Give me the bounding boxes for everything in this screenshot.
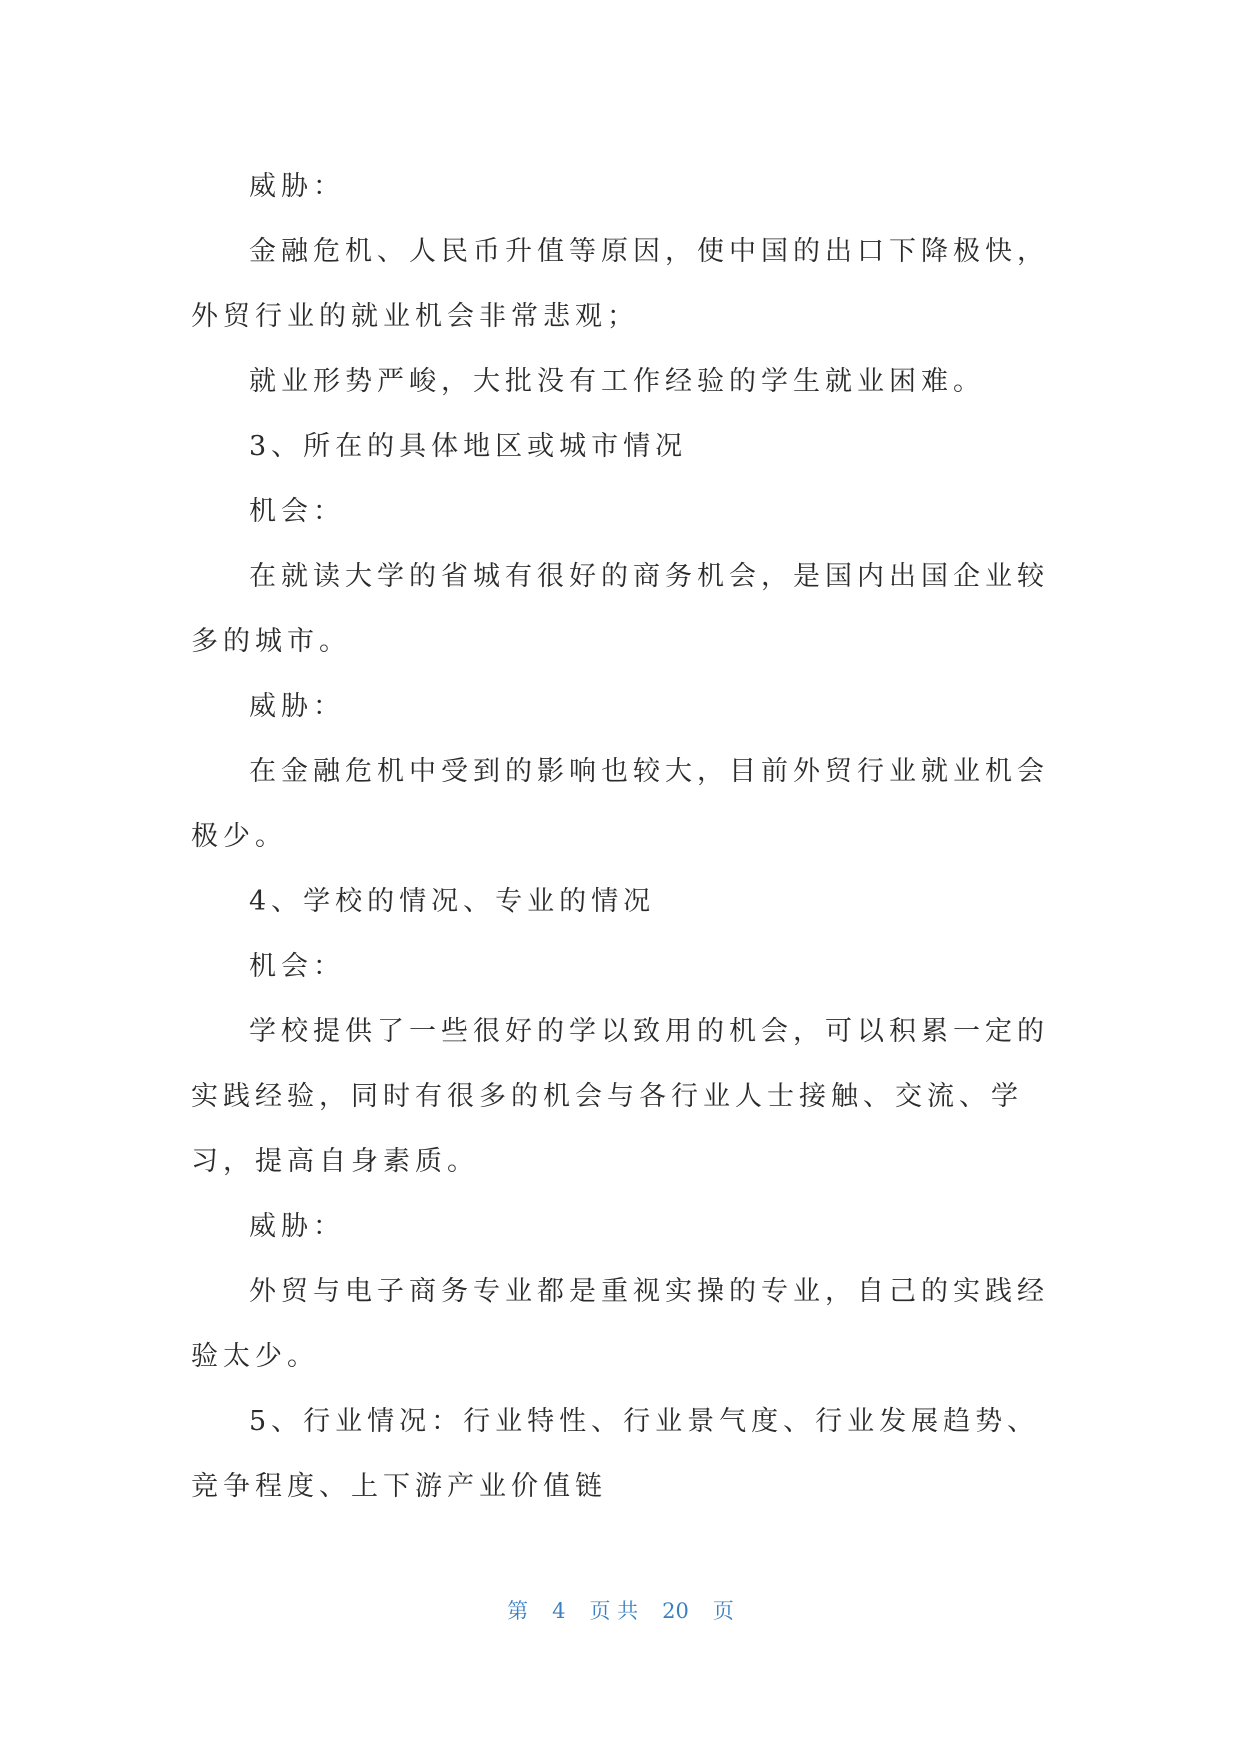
- section-heading-industry: 5、行业情况：行业特性、行业景气度、行业发展趋势、竞争程度、上下游产业价值链: [191, 1406, 1040, 1502]
- paragraph-opportunity-heading-2: 机会：: [249, 951, 345, 982]
- footer-current-page: 4: [552, 1599, 566, 1623]
- paragraph-threat-text-4: 外贸与电子商务专业都是重视实操的专业，自己的实践经验太少。: [191, 1276, 1049, 1372]
- paragraph-threat-text-1: 金融危机、人民币升值等原因，使中国的出口下降极快，外贸行业的就业机会非常悲观；: [191, 236, 1049, 332]
- paragraph-opportunity-text-2: 学校提供了一些很好的学以致用的机会，可以积累一定的实践经验，同时有很多的机会与各行业人士接触、交流、学习，提高自身素质。: [191, 1016, 1049, 1177]
- footer-of-label: 页 共: [589, 1599, 639, 1623]
- paragraph-threat-heading-1: 威胁：: [249, 171, 345, 202]
- footer-end-label: 页: [712, 1599, 734, 1623]
- section-heading-school: 4、学校的情况、专业的情况: [249, 886, 656, 917]
- paragraph-threat-text-3: 在金融危机中受到的影响也较大，目前外贸行业就业机会极少。: [191, 756, 1049, 852]
- paragraph-threat-heading-3: 威胁：: [249, 1211, 345, 1242]
- section-heading-region: 3、所在的具体地区或城市情况: [249, 431, 688, 462]
- paragraph-opportunity-heading-1: 机会：: [249, 496, 345, 527]
- paragraph-opportunity-text-1: 在就读大学的省城有很好的商务机会，是国内出国企业较多的城市。: [191, 561, 1049, 657]
- footer-page-label: 第: [507, 1599, 529, 1623]
- paragraph-threat-heading-2: 威胁：: [249, 691, 345, 722]
- paragraph-threat-text-2: 就业形势严峻，大批没有工作经验的学生就业困难。: [249, 366, 985, 397]
- document-body: [191, 154, 1071, 1519]
- footer-total-pages: 20: [662, 1599, 689, 1623]
- page-footer: [0, 1595, 1241, 1625]
